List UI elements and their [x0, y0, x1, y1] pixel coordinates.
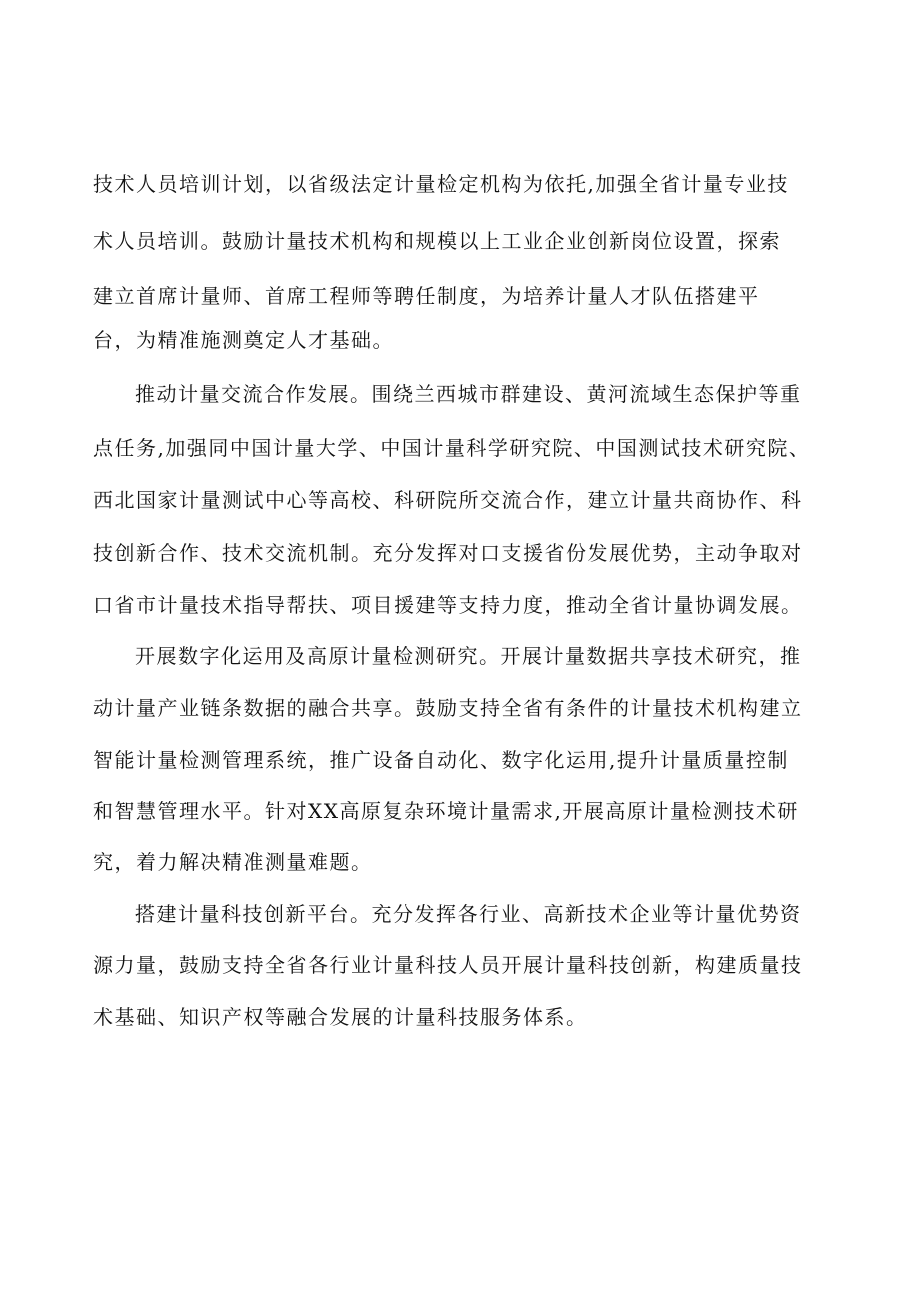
paragraph-heading-line: 开展数字化运用及高原计量检测研究。开展计量数据共享技术研究，推 — [135, 644, 802, 668]
text-line: 术人员培训。鼓励计量技术机构和规模以上工业企业创新岗位设置，探索 — [93, 229, 781, 253]
text-line: 台，为精准施测奠定人才基础。 — [93, 328, 394, 352]
text-line: 术基础、知识产权等融合发展的计量科技服务体系。 — [93, 1005, 588, 1029]
text-line: 口省市计量技术指导帮扶、项目援建等支持力度，推动全省计量协调发展。 — [93, 593, 803, 617]
text-line: 究，着力解决精准测量难题。 — [93, 850, 373, 874]
text-line: 动计量产业链条数据的融合共享。鼓励支持全省有条件的计量技术机构建立 — [93, 696, 803, 720]
text-line: 建立首席计量师、首席工程师等聘任制度，为培养计量人才队伍搭建平 — [93, 284, 760, 308]
paragraph-heading-line: 搭建计量科技创新平台。充分发挥各行业、高新技术企业等计量优势资 — [135, 902, 802, 926]
text-line: 点任务,加强同中国计量大学、中国计量科学研究院、中国测试技术研究院、 — [93, 436, 811, 460]
text-line: 技创新合作、技术交流机制。充分发挥对口支援省份发展优势，主动争取对 — [93, 541, 803, 565]
text-line: 和智慧管理水平。针对XX高原复杂环境计量需求,开展高原计量检测技术研 — [93, 799, 799, 823]
text-line: 技术人员培训计划，以省级法定计量检定机构为依托,加强全省计量专业技 — [93, 172, 789, 196]
text-line: 西北国家计量测试中心等高校、科研院所交流合作，建立计量共商协作、科 — [93, 488, 803, 512]
text-line: 智能计量检测管理系统，推广设备自动化、数字化运用,提升计量质量控制 — [93, 748, 789, 772]
text-line: 源力量，鼓励支持全省各行业计量科技人员开展计量科技创新，构建质量技 — [93, 953, 803, 977]
paragraph-heading-line: 推动计量交流合作发展。围绕兰西城市群建设、黄河流域生态保护等重 — [135, 382, 802, 406]
